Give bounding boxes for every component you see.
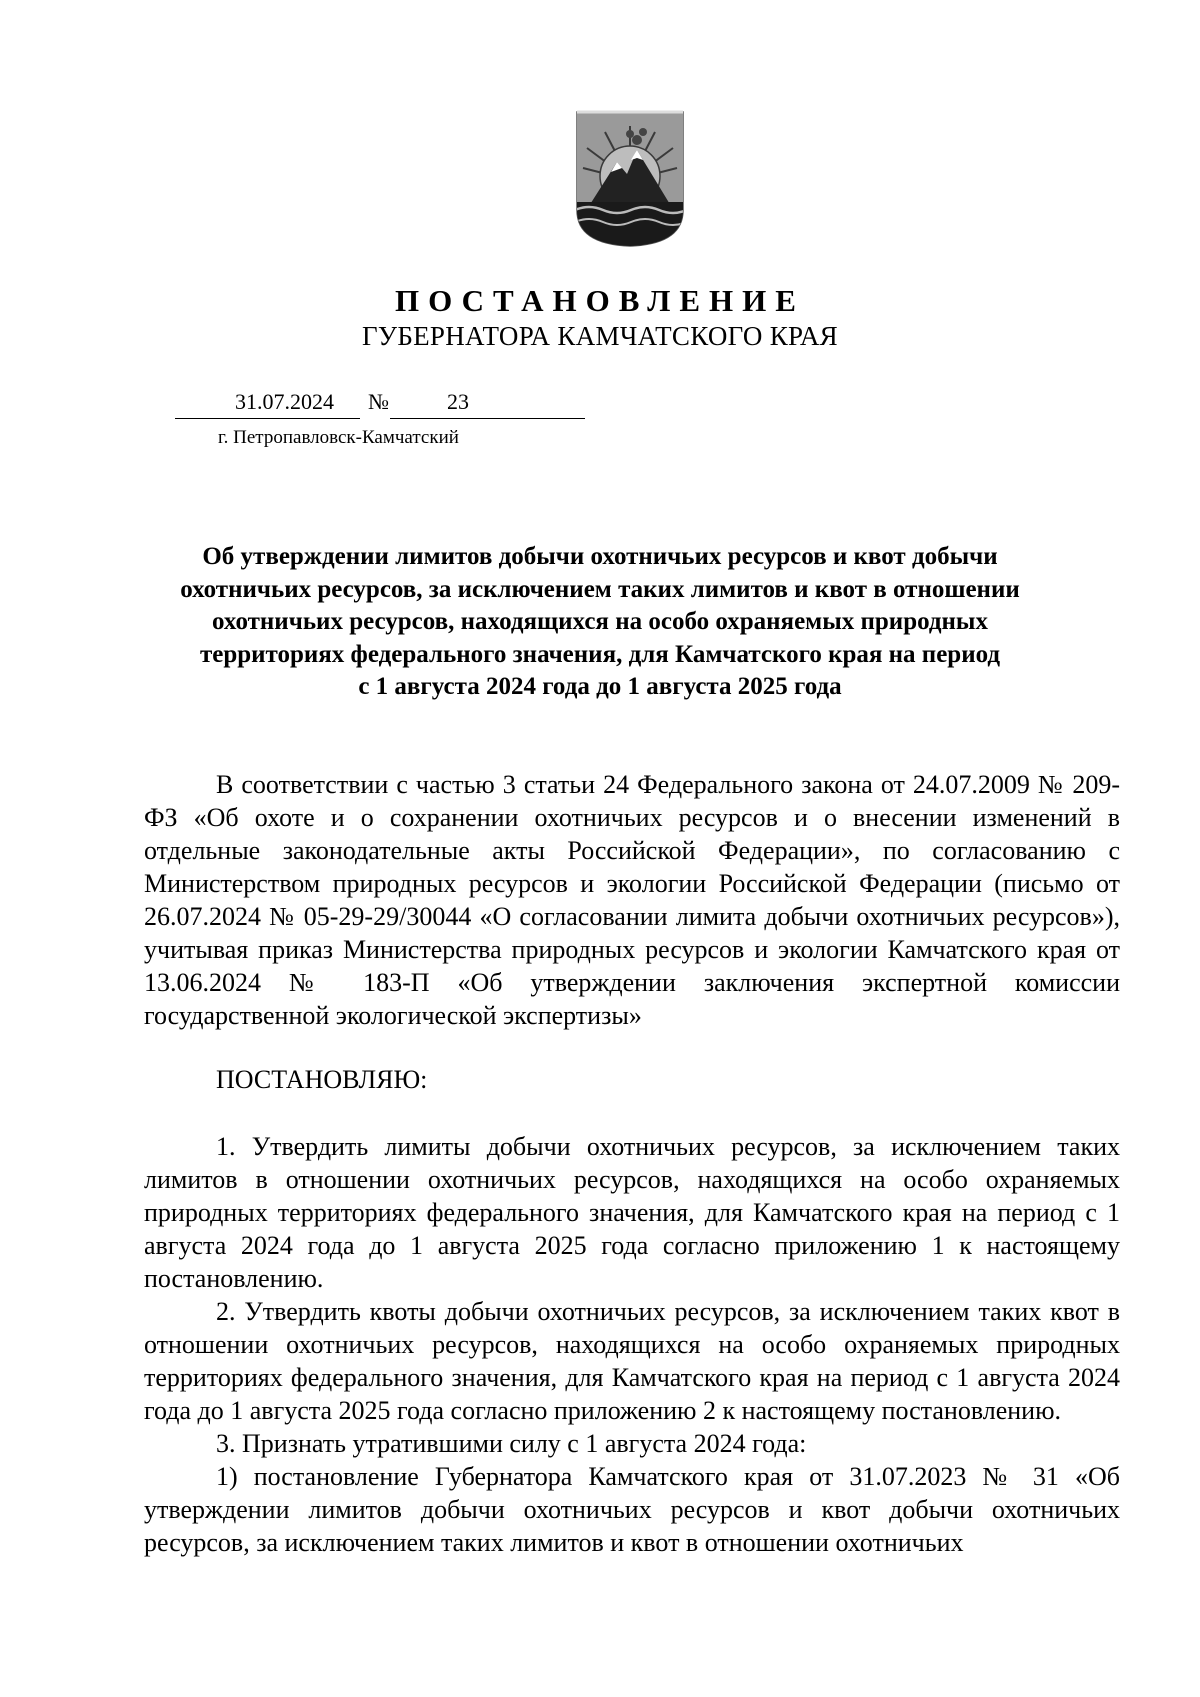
document-date: 31.07.2024: [235, 389, 334, 414]
document-number: 23: [447, 389, 469, 414]
city-label: г. Петропавловск-Камчатский: [218, 427, 459, 448]
heading-line: охотничьих ресурсов, за исключением таких лимитов и квот в отношении: [180, 575, 1020, 603]
number-underline: [390, 418, 585, 419]
issuer-title: ГУБЕРНАТОРА КАМЧАТСКОГО КРАЯ: [362, 321, 838, 351]
postanovlyayu-label: ПОСТАНОВЛЯЮ:: [216, 1065, 428, 1094]
document-heading: [120, 541, 1080, 704]
date-underline: [175, 418, 360, 419]
preamble-paragraph: В соответствии с частью 3 статьи 24 Федерального закона от 24.07.2009 № 209-ФЗ «Об охоте и о сохранении охотничьих ресурсов и о внесении изменений в отдельные законодательные акты Российской Федерации», по согласованию с Министерством природных ресурсов и экологии Российской Федерации (письмо от 26.07.2024 № 05-29-29/30044 «О согласовании лимита добычи охотничьих ресурсов»), учитывая приказ Министерства природных ресурсов и экологии Камчатского края от 13.06.2024 № 183-П «Об утверждении заключения экспертной комиссии государственной экологической экспертизы»: [144, 770, 1120, 1030]
number-sign: №: [368, 389, 389, 414]
clause-2: 2. Утвердить квоты добычи охотничьих ресурсов, за исключением таких квот в отношении охотничьих ресурсов, находящихся на особо охраняемых природных территориях федерального значения, для Камчатского края на период с 1 августа 2024 года до 1 августа 2025 года согласно приложению 2 к настоящему постановлению.: [144, 1297, 1120, 1425]
kamchatka-coat-of-arms-icon: [575, 110, 685, 248]
heading-line: Об утверждении лимитов добычи охотничьих ресурсов и квот добычи: [202, 543, 998, 570]
heading-line: с 1 августа 2024 года до 1 августа 2025 года: [358, 673, 842, 700]
date-number-row: [175, 387, 585, 423]
heading-line: охотничьих ресурсов, находящихся на особо охраняемых природных: [212, 608, 988, 635]
heading-line: территориях федерального значения, для Камчатского края на период: [199, 640, 1001, 668]
clause-1: 1. Утвердить лимиты добычи охотничьих ресурсов, за исключением таких лимитов в отношении охотничьих ресурсов, находящихся на особо охраняемых природных территориях федерального значения, для Камчатского края на период с 1 августа 2024 года до 1 августа 2025 года согласно приложению 1 к настоящему постановлению.: [144, 1132, 1120, 1293]
document-type-title: ПОСТАНОВЛЕНИЕ: [395, 283, 805, 318]
clause-3-1: 1) постановление Губернатора Камчатского края от 31.07.2023 № 31 «Об утверждении лимитов добычи охотничьих ресурсов и квот добычи охотничьих ресурсов, за исключением таких лимитов и квот в отношении охотничьих: [144, 1462, 1120, 1557]
document-body: [144, 768, 1120, 1559]
clause-3: 3. Признать утратившими силу с 1 августа 2024 года:: [216, 1429, 807, 1458]
